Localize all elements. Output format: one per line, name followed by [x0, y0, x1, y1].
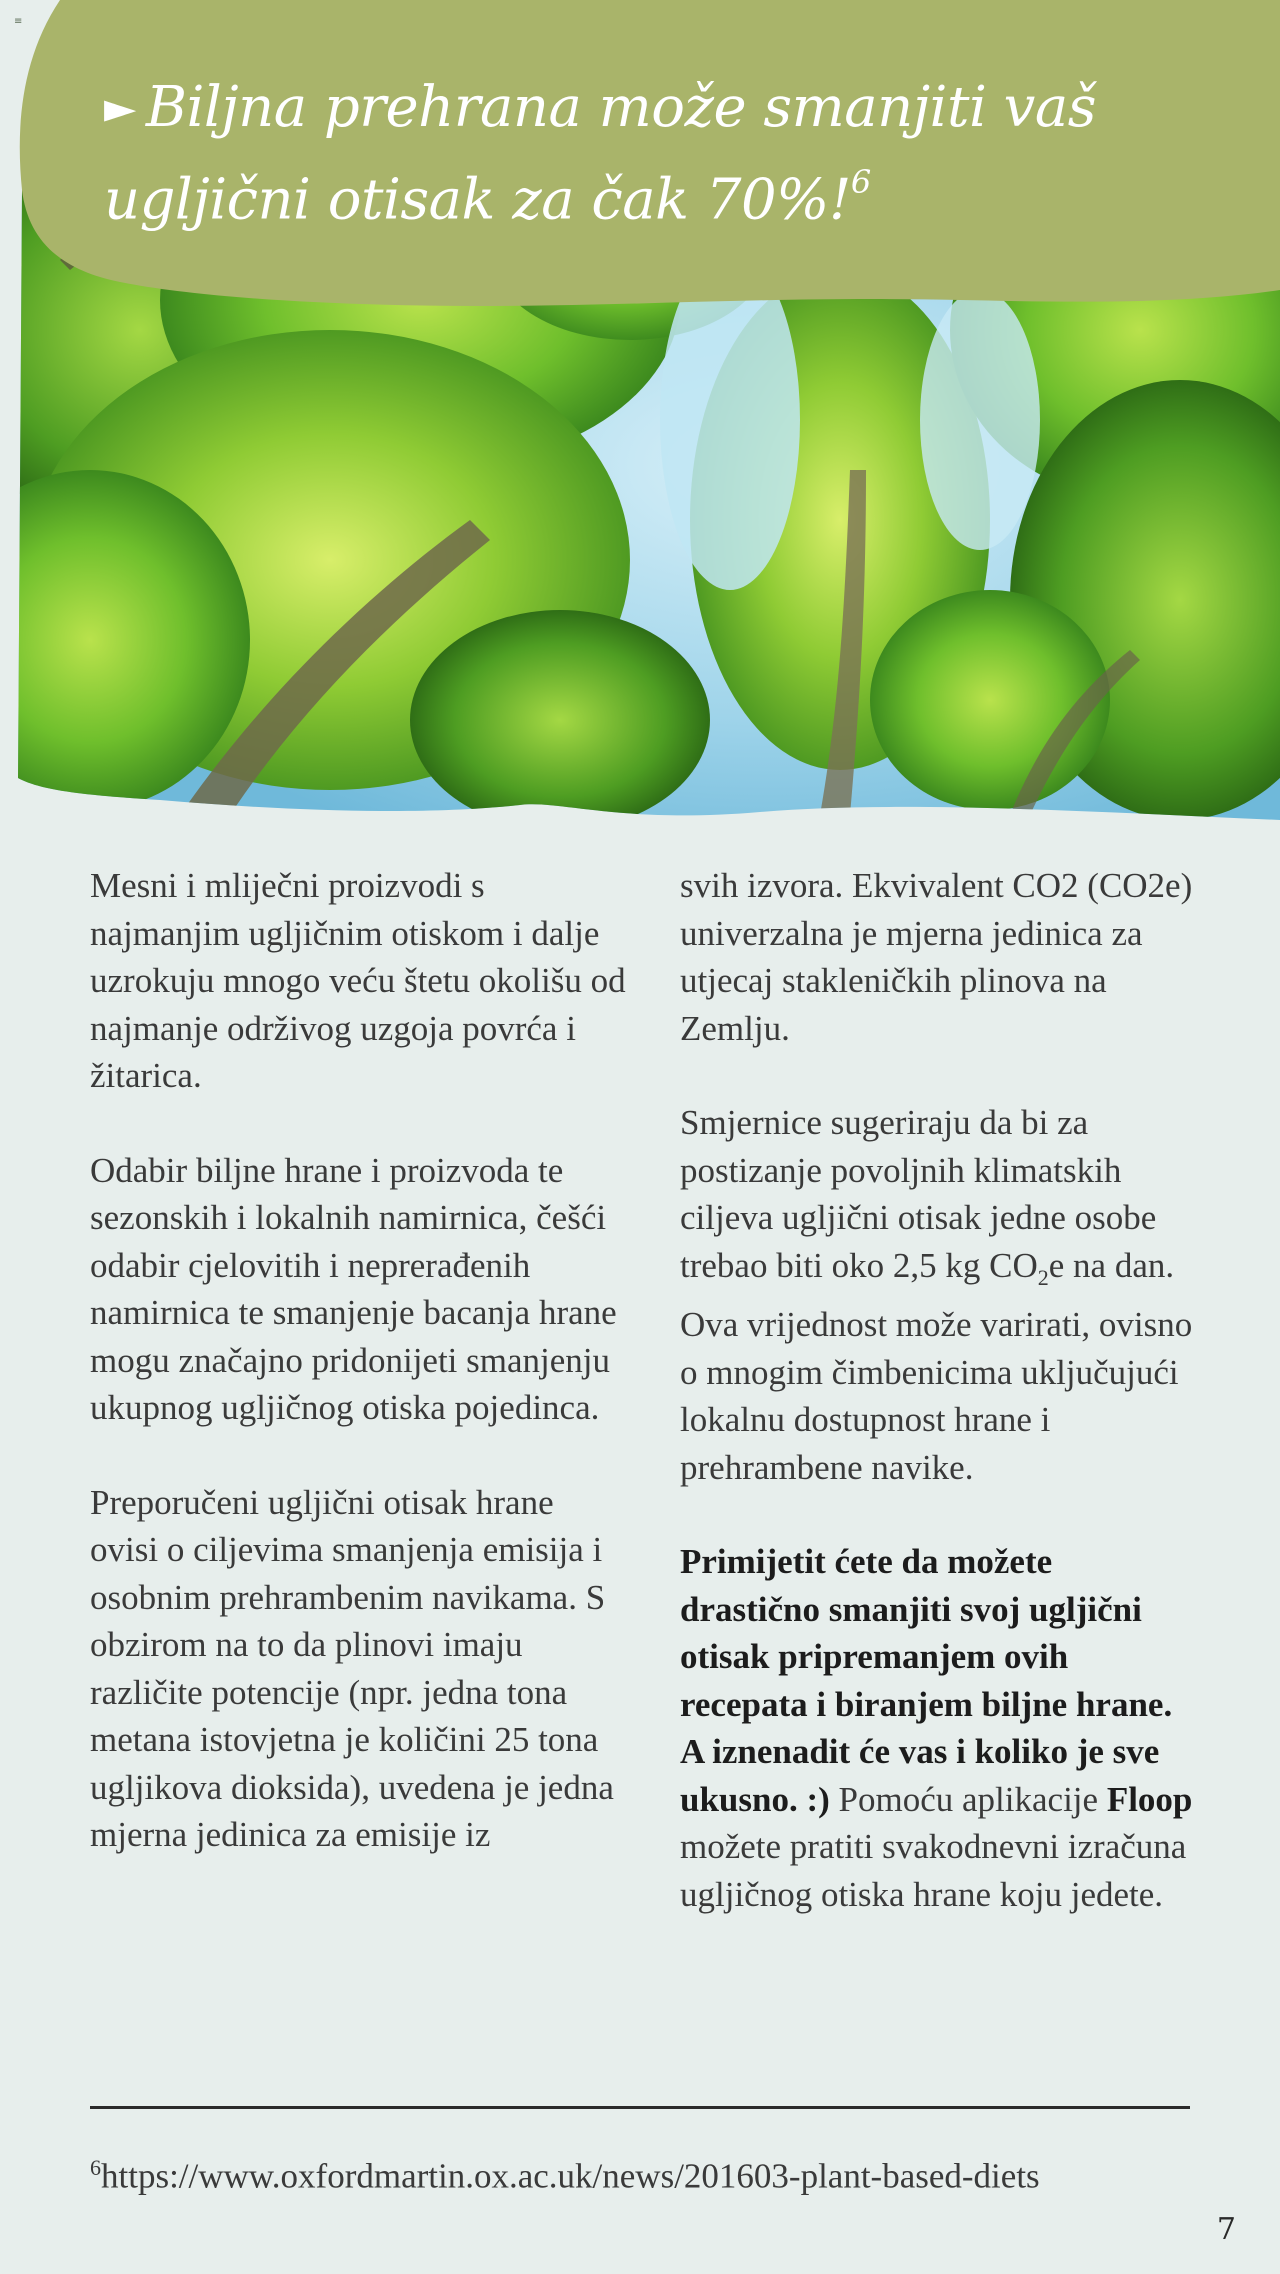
footnote-divider — [90, 2106, 1190, 2109]
headline-line-1 — [104, 70, 1204, 150]
footnote — [90, 2146, 1210, 2199]
highlight-text: Primijetit ćete da možete drastično smanjiti svoj ugljični otisak pripremanjem ovih recepata i biranjem biljne hrane. A iznenadit će vas i koliko je sve ukusno. :) — [680, 1542, 1173, 1819]
footnote-number: 6 — [90, 2155, 101, 2180]
paragraph-co2-equivalent: svih izvora. Ekvivalent CO2 (CO2e) univerzalna je mjerna jedinica za utjecaj stakleničkih plinova na Zemlju. — [680, 866, 1193, 1048]
paragraph-guidelines — [680, 1099, 1200, 1491]
footnote-link[interactable]: https://www.oxfordmartin.ox.ac.uk/news/201603-plant-based-diets — [101, 2156, 1040, 2196]
headline-footnote-ref[interactable]: 6 — [850, 163, 871, 201]
guidelines-text-end: e na dan. Ova vrijednost može varirati, ovisno o mnogim čimbenicima uključujući lokalnu dostupnost hrane i prehrambene navike. — [680, 1245, 1193, 1487]
guidelines-text-start: Smjernice sugeriraju da bi za postizanje povoljnih klimatskih ciljeva ugljični otisak jedne osobe trebao biti oko 2,5 kg CO — [680, 1103, 1157, 1285]
page-headline — [104, 70, 1204, 239]
paragraph-floop — [680, 1538, 1200, 1918]
headline-line-2 — [104, 150, 1204, 239]
paragraph-recommended-footprint: Preporučeni ugljični otisak hrane ovisi o ciljevima smanjenja emisija i osobnim prehrambenim navikama. S obzirom na to da plinovi imaju različite potencije (npr. jedna tona metana istovjetna je količini 25 tona ugljikova dioksida), uvedena je jedna mjerna jedinica za emisije iz — [90, 1482, 614, 1854]
headline-text-2: ugljični otisak za čak 70%! — [104, 167, 851, 233]
floop-app-name: Floop — [1106, 1779, 1193, 1819]
page-number: 7 — [1216, 2212, 1236, 2247]
co2-subscript: 2 — [1037, 1264, 1049, 1290]
paragraph-meat-dairy: Mesni i mliječni proizvodi s najmanjim ugljičnim otiskom i dalje uzrokuju mnogo veću štetu okolišu od najmanje održivog uzgoja povrća i žitarica. — [90, 866, 626, 1095]
left-column — [90, 862, 630, 1906]
paragraph-plant-choice: Odabir biljne hrane i proizvoda te sezonskih i lokalnih namirnica, češći odabir cjelovitih i neprerađenih namirnica te smanjenje bacanja hrane mogu značajno pridonijeti smanjenju ukupnog ugljičnog otiska pojedinca. — [90, 1150, 617, 1427]
floop-text-end: možete pratiti svakodnevni izračuna ugljičnog otiska hrane koju jedete. — [680, 1827, 1187, 1914]
arrow-icon: ► — [104, 83, 136, 132]
menu-icon[interactable]: ≡ — [14, 16, 23, 27]
right-column — [680, 862, 1200, 1965]
floop-text-mid: Pomoću aplikacije — [829, 1779, 1107, 1819]
headline-text-1: Biljna prehrana može smanjiti vaš — [145, 75, 1096, 140]
